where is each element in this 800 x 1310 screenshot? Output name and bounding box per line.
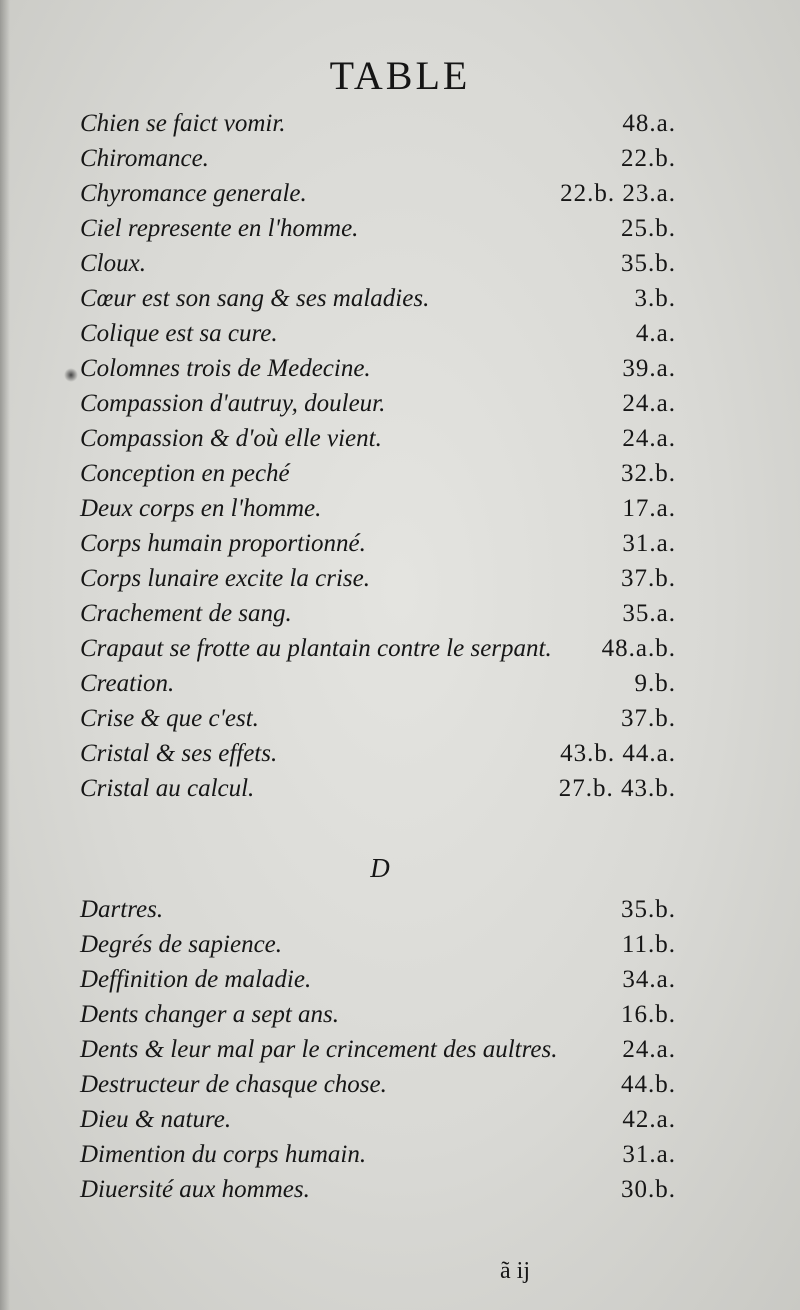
entry-term: Crapaut se frotte au plantain contre le serpant. [80,635,552,662]
entry-term: Chiromance. [80,145,209,172]
index-section-d [80,892,676,1207]
entry-term: Cristal & ses effets. [80,740,278,767]
entry-ref: 31.a. [622,1141,676,1168]
index-entry [80,176,676,211]
entry-ref: 44.b. [621,1071,676,1098]
entry-term: Corps lunaire excite la crise. [80,565,370,592]
index-entry [80,736,676,771]
entry-term: Destructeur de chasque chose. [80,1071,387,1098]
index-entry [80,1102,676,1137]
entry-ref: 24.a. [622,425,676,452]
entry-term: Dimention du corps humain. [80,1141,367,1168]
index-entry [80,141,676,176]
running-head-title: TABLE [329,53,471,98]
index-entry [80,246,676,281]
entry-term: Chyromance generale. [80,180,307,207]
entry-term: Diuersité aux hommes. [80,1176,310,1203]
entry-ref: 32.b. [621,460,676,487]
entry-ref: 17.a. [622,495,676,522]
entry-ref: 42.a. [622,1106,676,1133]
entry-ref: 37.b. [621,565,676,592]
index-entry [80,1032,676,1067]
index-entry [80,211,676,246]
index-entry [80,491,676,526]
index-entry [80,561,676,596]
entry-ref: 34.a. [622,966,676,993]
entry-ref: 11.b. [621,931,676,958]
entry-ref: 4.a. [635,320,676,347]
entry-ref: 24.a. [622,390,676,417]
entry-term: Conception en peché [80,460,290,487]
entry-ref: 25.b. [621,215,676,242]
entry-term: Crachement de sang. [80,600,292,627]
entry-term: Chien se faict vomir. [80,110,286,137]
entry-ref: 35.b. [621,896,676,923]
entry-ref: 48.a. [622,110,676,137]
index-entry [80,456,676,491]
entry-ref: 35.a. [622,600,676,627]
entry-term: Dents & leur mal par le crincement des aultres. [80,1036,558,1063]
index-entry [80,771,676,806]
entry-term: Colique est sa cure. [80,320,278,347]
entry-term: Corps humain proportionné. [80,530,366,557]
entry-ref: 30.b. [621,1176,676,1203]
entry-ref: 22.b. [621,145,676,172]
index-entry [80,1067,676,1102]
entry-ref: 39.a. [622,355,676,382]
index-entry [80,106,676,141]
entry-term: Crise & que c'est. [80,705,259,732]
entry-term: Colomnes trois de Medecine. [80,355,371,382]
entry-term: Dieu & nature. [80,1106,232,1133]
entry-term: Deux corps en l'homme. [80,495,322,522]
index-entry [80,927,676,962]
entry-term: Dartres. [80,896,164,923]
entry-term: Deffinition de maladie. [80,966,312,993]
index-entry [80,631,676,666]
entry-term: Cloux. [80,250,146,277]
section-letter-heading: D [370,853,390,883]
index-entry [80,892,676,927]
index-entry [80,596,676,631]
index-entry [80,526,676,561]
entry-ref: 31.a. [622,530,676,557]
index-entry [80,351,676,386]
index-entry [80,997,676,1032]
entry-ref: 24.a. [622,1036,676,1063]
entry-ref: 27.b. 43.b. [558,775,676,802]
index-entry [80,666,676,701]
entry-ref: 16.b. [621,1001,676,1028]
signature-mark: ã ij [500,1258,530,1284]
entry-ref: 22.b. 23.a. [560,180,676,207]
index-entry [80,386,676,421]
entry-term: Compassion & d'où elle vient. [80,425,382,452]
index-entry [80,281,676,316]
index-entry [80,962,676,997]
index-entry [80,701,676,736]
entry-term: Cœur est son sang & ses maladies. [80,285,430,312]
entry-term: Ciel represente en l'homme. [80,215,359,242]
index-entry [80,1137,676,1172]
entry-term: Cristal au calcul. [80,775,255,802]
entry-term: Creation. [80,670,175,697]
entry-ref: 9.b. [634,670,676,697]
entry-ref: 37.b. [621,705,676,732]
index-entry [80,1172,676,1207]
entry-term: Degrés de sapience. [80,931,283,958]
index-section-c [80,106,676,806]
entry-ref: 35.b. [621,250,676,277]
entry-ref: 48.a.b. [601,635,676,662]
ink-blot [64,368,78,382]
entry-term: Compassion d'autruy, douleur. [80,390,386,417]
entry-ref: 43.b. 44.a. [560,740,676,767]
entry-ref: 3.b. [634,285,676,312]
entry-term: Dents changer a sept ans. [80,1001,339,1028]
index-entry [80,421,676,456]
gutter-shadow [0,0,10,1310]
index-entry [80,316,676,351]
